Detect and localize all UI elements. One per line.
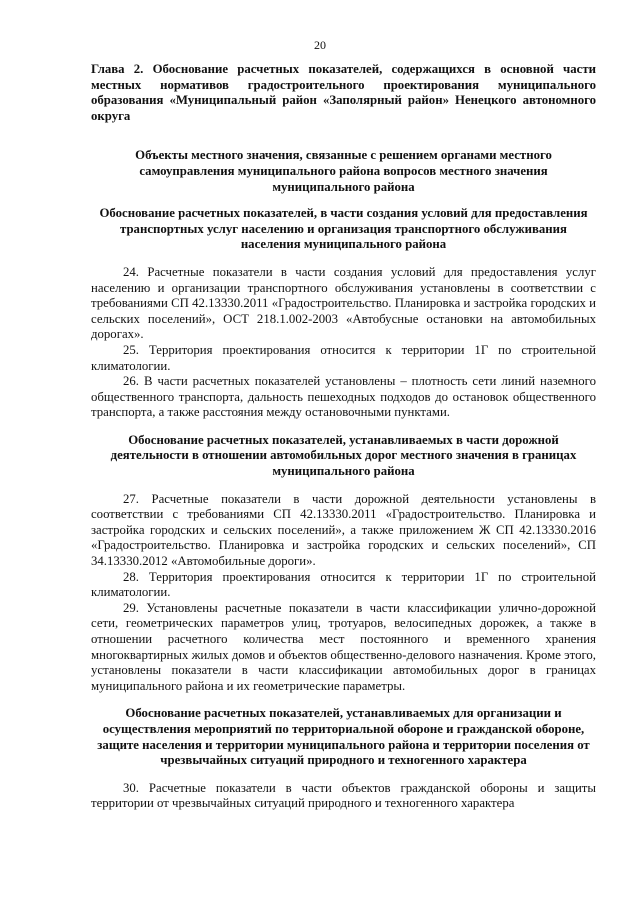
paragraph-26: 26. В части расчетных показателей установлены – плотность сети линий наземного общественного транспорта, дальность пешеходных подходов до остановок общественного транспорта, а также расстояния между остановочными пунктами. [91,374,596,420]
page-number: 20 [314,38,326,52]
paragraph-29: 29. Установлены расчетные показатели в части классификации улично-дорожной сети, геометрических параметров улиц, тротуаров, велосипедных дорожек, а также в отношении расчетного количества мест постоянного и временного хранения многоквартирных жилых домов и объектов общественно-делового назначения. Кроме этого, установлены показатели в части классификации автомобильных дорог в границах муниципального района и их геометрические параметры. [91,600,596,693]
page-content [91,62,596,812]
section-heading-transport: Обоснование расчетных показателей, в части создания условий для предоставления транспортных услуг населению и организация транспортного обслуживания населения муниципального района [99,206,588,252]
section-heading-civil-defense: Обоснование расчетных показателей, устанавливаемых для организации и осуществления мероприятий по территориальной обороне и гражданской обороне, защите населения и территории муниципального района и территории поселения от чрезвычайных ситуаций природного и техногенного характера [97,706,590,768]
paragraph-30: 30. Расчетные показатели в части объектов гражданской обороны и защиты территории от чрезвычайных ситуаций природного и техногенного характера [91,780,596,811]
section-heading-roads: Обоснование расчетных показателей, устанавливаемых в части дорожной деятельности в отношении автомобильных дорог местного значения в границах муниципального района [110,432,577,479]
paragraph-28: 28. Территория проектирования относится к территории 1Г по строительной климатологии. [91,569,596,600]
chapter-heading: Глава 2. Обоснование расчетных показателей, содержащихся в основной части местных нормативов градостроительного проектирования муниципального образования «Муниципальный район «Заполярный район» Ненецкого автономного округа [91,62,596,123]
paragraph-27: 27. Расчетные показатели в части дорожной деятельности установлены в соответствии с требованиями СП 42.13330.2011 «Градостроительство. Планировка и застройка городских и сельских поселений», а также приложением Ж СП 42.13330.2016 «Градостроительство. Планировка и застройка городских и сельских поселений», СП 34.13330.2012 «Автомобильные дороги». [91,491,596,569]
paragraph-25: 25. Территория проектирования относится к территории 1Г по строительной климатологии. [91,342,596,373]
section-heading-local-objects: Объекты местного значения, связанные с решением органами местного самоуправления муниципального района вопросов местного значения муниципального района [135,148,552,194]
paragraph-24: 24. Расчетные показатели в части создания условий для предоставления услуг населению и организации транспортного обслуживания установлены в соответствии с требованиями СП 42.13330.2011 «Градостроительство. Планировка и застройка городских и сельских поселений», ОСТ 218.1.002-2003 «Автобусные остановки на автомобильных дорогах». [91,264,596,342]
